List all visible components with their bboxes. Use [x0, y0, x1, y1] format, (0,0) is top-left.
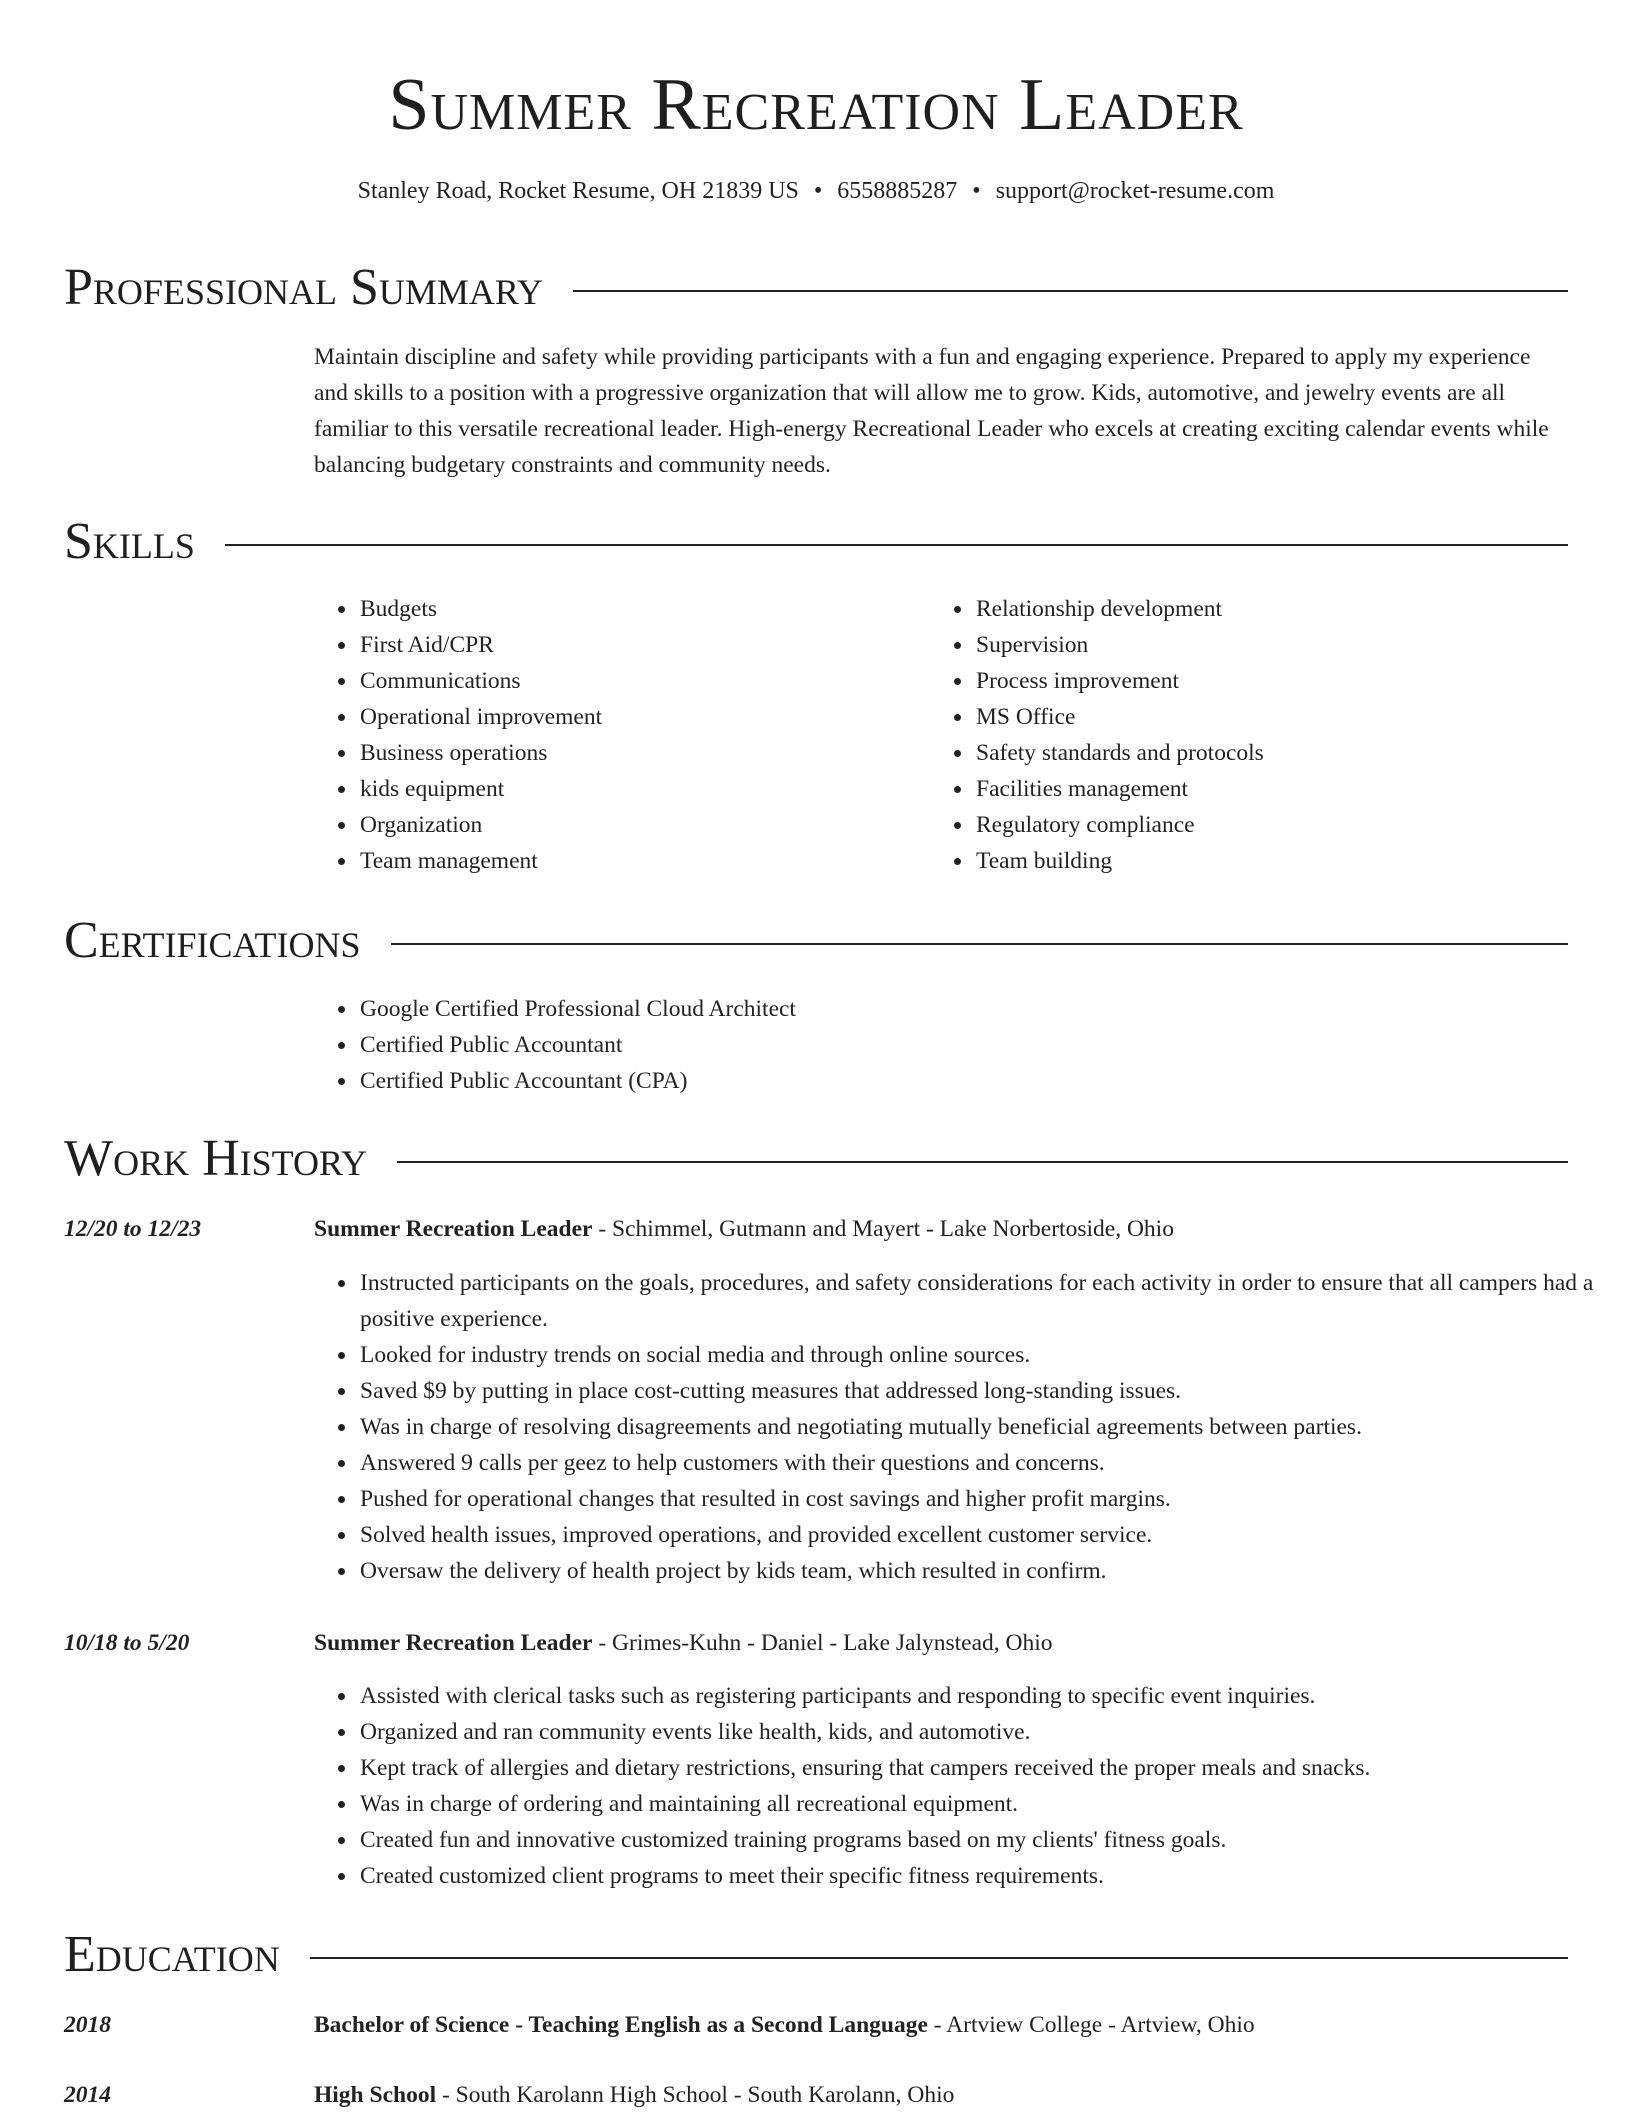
job-duty-item: • Assisted with clerical tasks such as registering participants and responding to specific event inquiries.	[358, 1678, 1598, 1714]
skill-item: • Budgets	[358, 591, 918, 627]
skill-item: • Communications	[358, 663, 918, 699]
job-heading	[314, 1625, 1574, 1661]
job-dates: 10/18 to 5/20	[64, 1630, 190, 1656]
skill-item: • Business operations	[358, 735, 918, 771]
contact-separator: •	[813, 178, 823, 204]
skill-item: • Facilities management	[974, 771, 1594, 807]
section-divider	[391, 943, 1568, 945]
job-title: Summer Recreation Leader	[314, 1630, 593, 1656]
skill-item: • Organization	[358, 807, 918, 843]
job-duty-item: • Instructed participants on the goals, procedures, and safety considerations for each activity in order to ensure that all campers had a positive experience.	[358, 1265, 1598, 1337]
work-history-section-header	[64, 1129, 1568, 1189]
contact-phone: 6558885287	[837, 178, 958, 204]
education-degree: High School	[314, 2082, 437, 2108]
education-school-location: - Artview College - Artview, Ohio	[927, 2012, 1255, 2038]
skills-heading: Skills	[64, 513, 195, 570]
skills-list-left	[314, 591, 918, 879]
job-duty-item: • Saved $9 by putting in place cost-cutting measures that addressed long-standing issues.	[358, 1373, 1598, 1409]
summary-heading: Professional Summary	[64, 259, 543, 316]
job-employer-location: - Grimes-Kuhn - Daniel - Lake Jalynstead, Ohio	[592, 1630, 1053, 1656]
resume-name: Summer Recreation Leader	[388, 64, 1244, 146]
education-entry	[314, 2077, 1574, 2113]
skill-item: • Team building	[974, 843, 1594, 879]
certification-item: • Certified Public Accountant (CPA)	[358, 1063, 1608, 1099]
certification-item: • Certified Public Accountant	[358, 1027, 1608, 1063]
job-title: Summer Recreation Leader	[314, 1216, 593, 1242]
job-duty-item: • Solved health issues, improved operations, and provided excellent customer service.	[358, 1517, 1598, 1553]
certifications-section-header	[64, 911, 1568, 971]
job-duty-item: • Created customized client programs to meet their specific fitness requirements.	[358, 1858, 1598, 1894]
job-heading	[314, 1211, 1574, 1247]
section-divider	[573, 290, 1568, 292]
contact-separator: •	[972, 178, 981, 204]
skills-section-header	[64, 512, 1568, 572]
summary-text: Maintain discipline and safety while providing participants with a fun and engaging experience. Prepared to apply my experience and skills to a position with a progressive organization that will allow me to grow. Kids, automotive, and jewelry events are all familiar to this versatile recreational leader. High-energy Recreational Leader who excels at creating exciting calendar events while balancing budgetary constraints and community needs.	[314, 344, 1549, 478]
job-duties-list	[314, 1678, 1598, 1894]
education-year: 2014	[64, 2082, 111, 2108]
skill-item: • Team management	[358, 843, 918, 879]
job-duty-item: • Oversaw the delivery of health project by kids team, which resulted in confirm.	[358, 1553, 1598, 1589]
job-duty-item: • Pushed for operational changes that resulted in cost savings and higher profit margins.	[358, 1481, 1598, 1517]
job-duty-item: • Was in charge of resolving disagreements and negotiating mutually beneficial agreements between parties.	[358, 1409, 1598, 1445]
education-section-header	[64, 1925, 1568, 1985]
contact-email: support@rocket-resume.com	[995, 178, 1275, 204]
education-degree: Bachelor of Science - Teaching English as a Second Language	[314, 2012, 928, 2038]
skill-item: • Process improvement	[974, 663, 1594, 699]
section-divider	[397, 1161, 1568, 1163]
summary-section-header	[64, 258, 1568, 318]
skill-item: • First Aid/CPR	[358, 627, 918, 663]
education-school-location: - South Karolann High School - South Karolann, Ohio	[436, 2082, 955, 2108]
section-divider	[310, 1957, 1568, 1959]
job-duty-item: • Answered 9 calls per geez to help customers with their questions and concerns.	[358, 1445, 1598, 1481]
job-employer-location: - Schimmel, Gutmann and Mayert - Lake Norbertoside, Ohio	[592, 1216, 1174, 1242]
skills-list-right	[930, 591, 1594, 879]
contact-address: Stanley Road, Rocket Resume, OH 21839 US	[357, 178, 799, 204]
job-duties-list	[314, 1265, 1598, 1589]
certifications-list	[314, 991, 1608, 1099]
job-duty-item: • Created fun and innovative customized training programs based on my clients' fitness goals.	[358, 1822, 1598, 1858]
job-duty-item: • Looked for industry trends on social media and through online sources.	[358, 1337, 1598, 1373]
job-duty-item: • Was in charge of ordering and maintaining all recreational equipment.	[358, 1786, 1598, 1822]
skill-item: • Supervision	[974, 627, 1594, 663]
work-history-heading: Work History	[64, 1130, 368, 1187]
job-duty-item: • Organized and ran community events like health, kids, and automotive.	[358, 1714, 1598, 1750]
certifications-heading: Certifications	[64, 912, 361, 969]
education-year: 2018	[64, 2012, 111, 2038]
education-heading: Education	[64, 1926, 280, 1983]
skill-item: • Relationship development	[974, 591, 1594, 627]
skill-item: • Operational improvement	[358, 699, 918, 735]
certification-item: • Google Certified Professional Cloud Architect	[358, 991, 1608, 1027]
skill-item: • MS Office	[974, 699, 1594, 735]
job-duty-item: • Kept track of allergies and dietary restrictions, ensuring that campers received the proper meals and snacks.	[358, 1750, 1598, 1786]
education-entry	[314, 2007, 1574, 2043]
skill-item: • kids equipment	[358, 771, 918, 807]
job-dates: 12/20 to 12/23	[64, 1216, 202, 1242]
contact-line	[0, 176, 1632, 206]
skill-item: • Safety standards and protocols	[974, 735, 1594, 771]
section-divider	[225, 544, 1568, 546]
skill-item: • Regulatory compliance	[974, 807, 1594, 843]
